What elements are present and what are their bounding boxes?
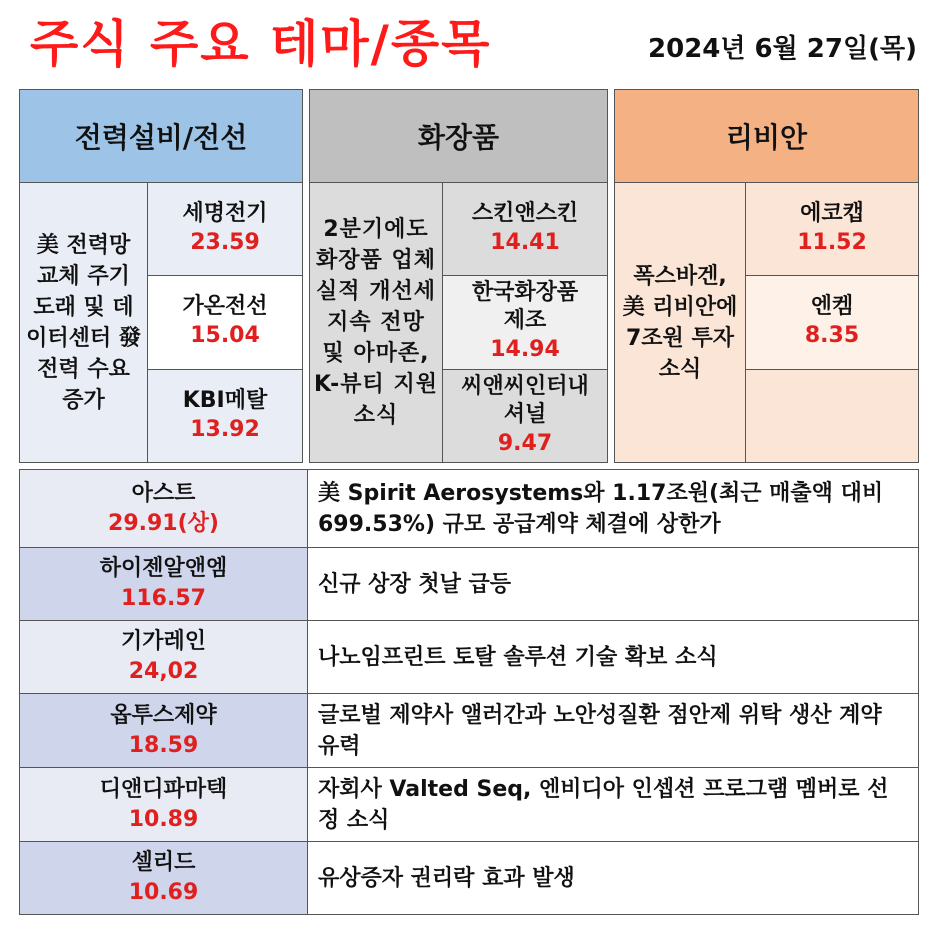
stock-reason: 美 Spirit Aerosystems와 1.17조원(최근 매출액 대비 699.53%) 규모 공급계약 체결에 상한가 — [308, 470, 918, 547]
stock-change: 14.94 — [490, 337, 560, 363]
theme-stock — [443, 370, 607, 462]
table-row — [20, 842, 918, 914]
theme-stock — [443, 183, 607, 276]
theme-description: 美 전력망 교체 주기 도래 및 데이터센터 發 전력 수요 증가 — [20, 183, 148, 462]
stock-name: 씨앤씨인터내셔널 — [461, 373, 589, 427]
stock-cell — [20, 548, 308, 620]
stock-change: 29.91(상) — [108, 510, 219, 536]
stock-name: 옵투스제약 — [110, 702, 217, 728]
stock-reason: 유상증자 권리락 효과 발생 — [308, 842, 918, 914]
stock-cell — [20, 470, 308, 547]
theme-title: 화장품 — [310, 90, 607, 183]
stock-change: 10.89 — [128, 806, 199, 832]
table-row — [20, 621, 918, 694]
table-row — [20, 768, 918, 842]
stock-change: 116.57 — [121, 586, 206, 611]
stock-change: 14.41 — [490, 230, 560, 256]
stock-table — [19, 469, 919, 915]
theme-stock — [746, 276, 918, 369]
stock-reason: 글로벌 제약사 앨러간과 노안성질환 점안제 위탁 생산 계약 유력 — [308, 694, 918, 767]
stock-name: KBI메탈 — [182, 387, 268, 413]
theme-description: 2분기에도 화장품 업체 실적 개선세 지속 전망 및 아마존, K-뷰티 지원 소식 — [310, 183, 443, 462]
stock-reason: 신규 상장 첫날 급등 — [308, 548, 918, 620]
stock-name: 가온전선 — [182, 294, 268, 320]
stock-name: 아스트 — [131, 480, 196, 506]
stock-name: 기가레인 — [120, 629, 206, 654]
stock-cell — [20, 694, 308, 767]
theme-stock-list — [746, 183, 918, 462]
theme-title: 리비안 — [615, 90, 918, 183]
stock-name: 에코캡 — [800, 201, 864, 227]
stock-change: 23.59 — [190, 230, 260, 256]
table-row — [20, 694, 918, 768]
stock-cell — [20, 768, 308, 841]
stock-change: 18.59 — [128, 732, 199, 758]
theme-stock — [148, 183, 302, 276]
theme-stock — [443, 276, 607, 369]
table-row — [20, 470, 918, 548]
theme-stock — [148, 370, 302, 462]
theme-stock-list — [443, 183, 607, 462]
stock-name: 한국화장품제조 — [471, 280, 579, 334]
stock-name: 셀리드 — [131, 850, 196, 875]
stock-change: 10.69 — [128, 880, 199, 905]
theme-card-cosmetics — [309, 89, 608, 463]
theme-card-power — [19, 89, 303, 463]
stock-reason: 자회사 Valted Seq, 엔비디아 인셉션 프로그램 멤버로 선정 소식 — [308, 768, 918, 841]
theme-title: 전력설비/전선 — [20, 90, 302, 183]
report-date: 2024년 6월 27일(목) — [648, 34, 917, 64]
theme-stock — [148, 276, 302, 369]
stock-cell — [20, 621, 308, 693]
stock-name: 엔켐 — [810, 294, 854, 320]
stock-change: 13.92 — [190, 416, 260, 442]
stock-name: 하이젠알앤엠 — [99, 556, 228, 581]
stock-name: 세명전기 — [182, 201, 268, 227]
stock-reason: 나노임프린트 토탈 솔루션 기술 확보 소식 — [308, 621, 918, 693]
stock-change: 15.04 — [190, 323, 260, 349]
page-title: 주식 주요 테마/종목 — [30, 15, 492, 73]
theme-stock-list — [148, 183, 302, 462]
stock-change: 11.52 — [797, 230, 867, 256]
table-row — [20, 548, 918, 621]
theme-stock — [746, 183, 918, 276]
stock-cell — [20, 842, 308, 914]
stock-name: 디앤디파마텍 — [99, 776, 228, 802]
stock-change: 24,02 — [128, 659, 199, 684]
stock-name: 스킨앤스킨 — [471, 201, 579, 227]
stock-change: 9.47 — [497, 430, 553, 456]
theme-stock-empty — [746, 370, 918, 462]
theme-description: 폭스바겐, 美 리비안에 7조원 투자 소식 — [615, 183, 746, 462]
theme-card-rivian — [614, 89, 919, 463]
stock-change: 8.35 — [804, 323, 860, 349]
